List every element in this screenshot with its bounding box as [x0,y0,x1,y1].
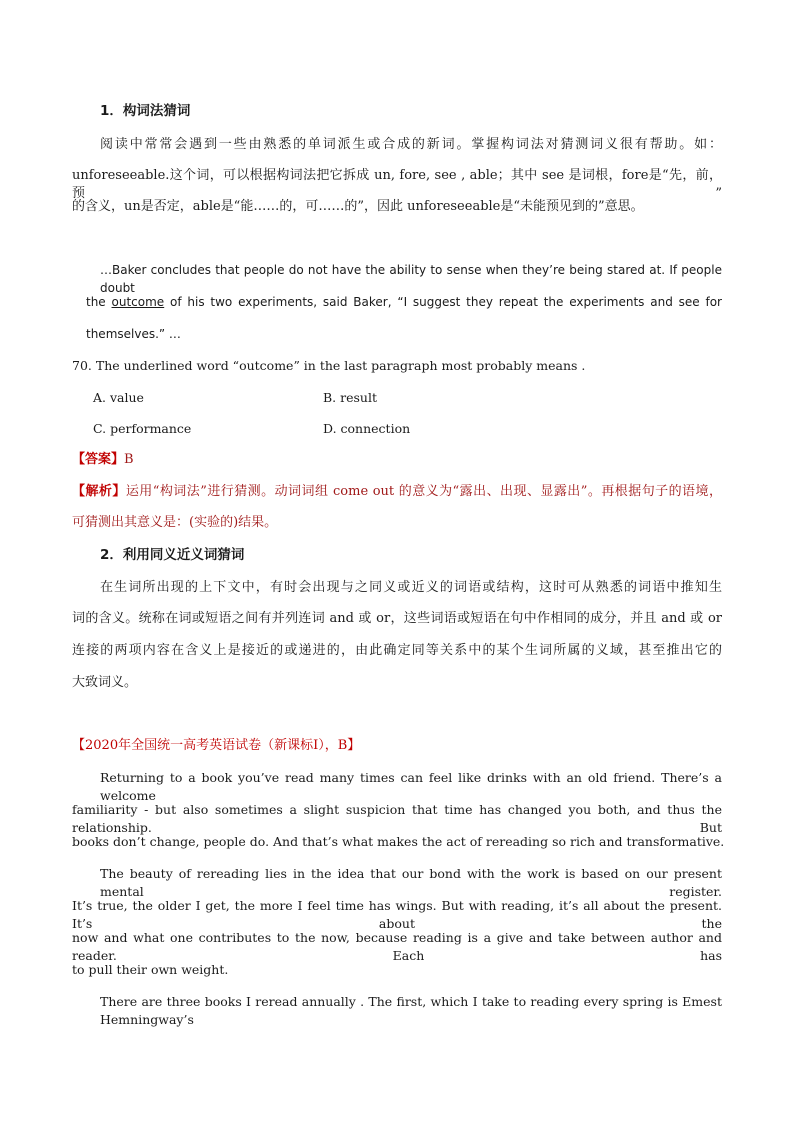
analysis-line [72,483,722,501]
exam-para-line: to pull their own weight. [72,962,229,977]
exam-para-line: There are three books I reread annually . The first, which I take to reading every spring is Emest Hemningway’s [100,994,722,1027]
excerpt-line [86,293,722,311]
section2-para-line: 在生词所出现的上下文中，有时会出现与之同义或近义的词语或结构，这时可从熟悉的词语中推知生 [100,580,722,595]
section2-para-line: 连接的两项内容在含义上是接近的或递进的，由此确定同等关系中的某个生词所属的义域，甚至推出它的 [72,643,722,658]
exam-para-line: books don’t change, people do. And that’s what makes the act of rereading so rich and transformative. [72,834,725,849]
excerpt-line: themselves.” … [86,327,181,341]
answer-label: 【答案】 [72,452,125,467]
exam-para-line: now and what one contributes to the now, because reading is a give and take between author and reader. Each has [72,930,722,963]
section2-para-line: 词的含义。统称在词或短语之间有并列连词 and 或 or，这些词语或短语在句中作相同的成分，并且 and 或 or [72,611,722,626]
excerpt-text: of his two experiments, said Baker, “I suggest they repeat the experiments and see for [164,295,722,309]
analysis-label: 【解析】 [72,484,126,499]
excerpt-text: the [86,295,112,309]
answer [72,451,134,469]
analysis-text: 运用“构词法”进行猜测。动词词组 come out 的意义为“露出、出现、显露出”。再根据句子的语境， [125,484,722,499]
section2-heading: 2．利用同义近义词猜词 [100,547,245,563]
section1-para-line: 的含义，un是否定，able是“能……的，可……的”，因此 unforeseeable是“未能预见到的”意思。 [72,199,644,214]
section1-heading: 1．构词法猜词 [100,103,191,119]
exam-para-line: It’s true, the older I get, the more I feel time has wings. But with reading, it’s all about the present. It’s about the [72,898,722,931]
exam-para-line: Returning to a book you’ve read many times can feel like drinks with an old friend. There’s a welcome [100,770,722,803]
exam-para-line: The beauty of rereading lies in the idea that our bond with the work is based on our present mental register. [100,866,722,899]
excerpt-line: …Baker concludes that people do not have the ability to sense when they’re being stared at. If people doubt [100,263,722,295]
answer-value: B [124,452,134,467]
exam-title: 【2020年全国统一高考英语试卷（新课标Ⅰ），B】 [72,738,361,753]
exam-para-line: familiarity - but also sometimes a slight suspicion that time has changed you both, and thus the relationship. But [72,802,722,835]
option-b: B. result [323,390,377,405]
analysis-line: 可猜测出其意义是：(实验的)结果。 [72,515,278,530]
option-d: D. connection [323,421,411,436]
question-text: 70. The underlined word “outcome” in the last paragraph most probably means . [72,358,586,373]
underlined-word: outcome [111,295,165,309]
option-c: C. performance [93,421,192,436]
option-a: A. value [93,390,144,405]
section1-para-line: 阅读中常常会遇到一些由熟悉的单词派生或合成的新词。掌握构词法对猜测词义很有帮助。如： [100,137,722,152]
section2-para-line: 大致词义。 [72,675,138,690]
section1-para-line: unforeseeable.这个词，可以根据构词法把它拆成 un, fore, see , able；其中 see 是词根，fore是“先，前，预” [72,168,722,201]
